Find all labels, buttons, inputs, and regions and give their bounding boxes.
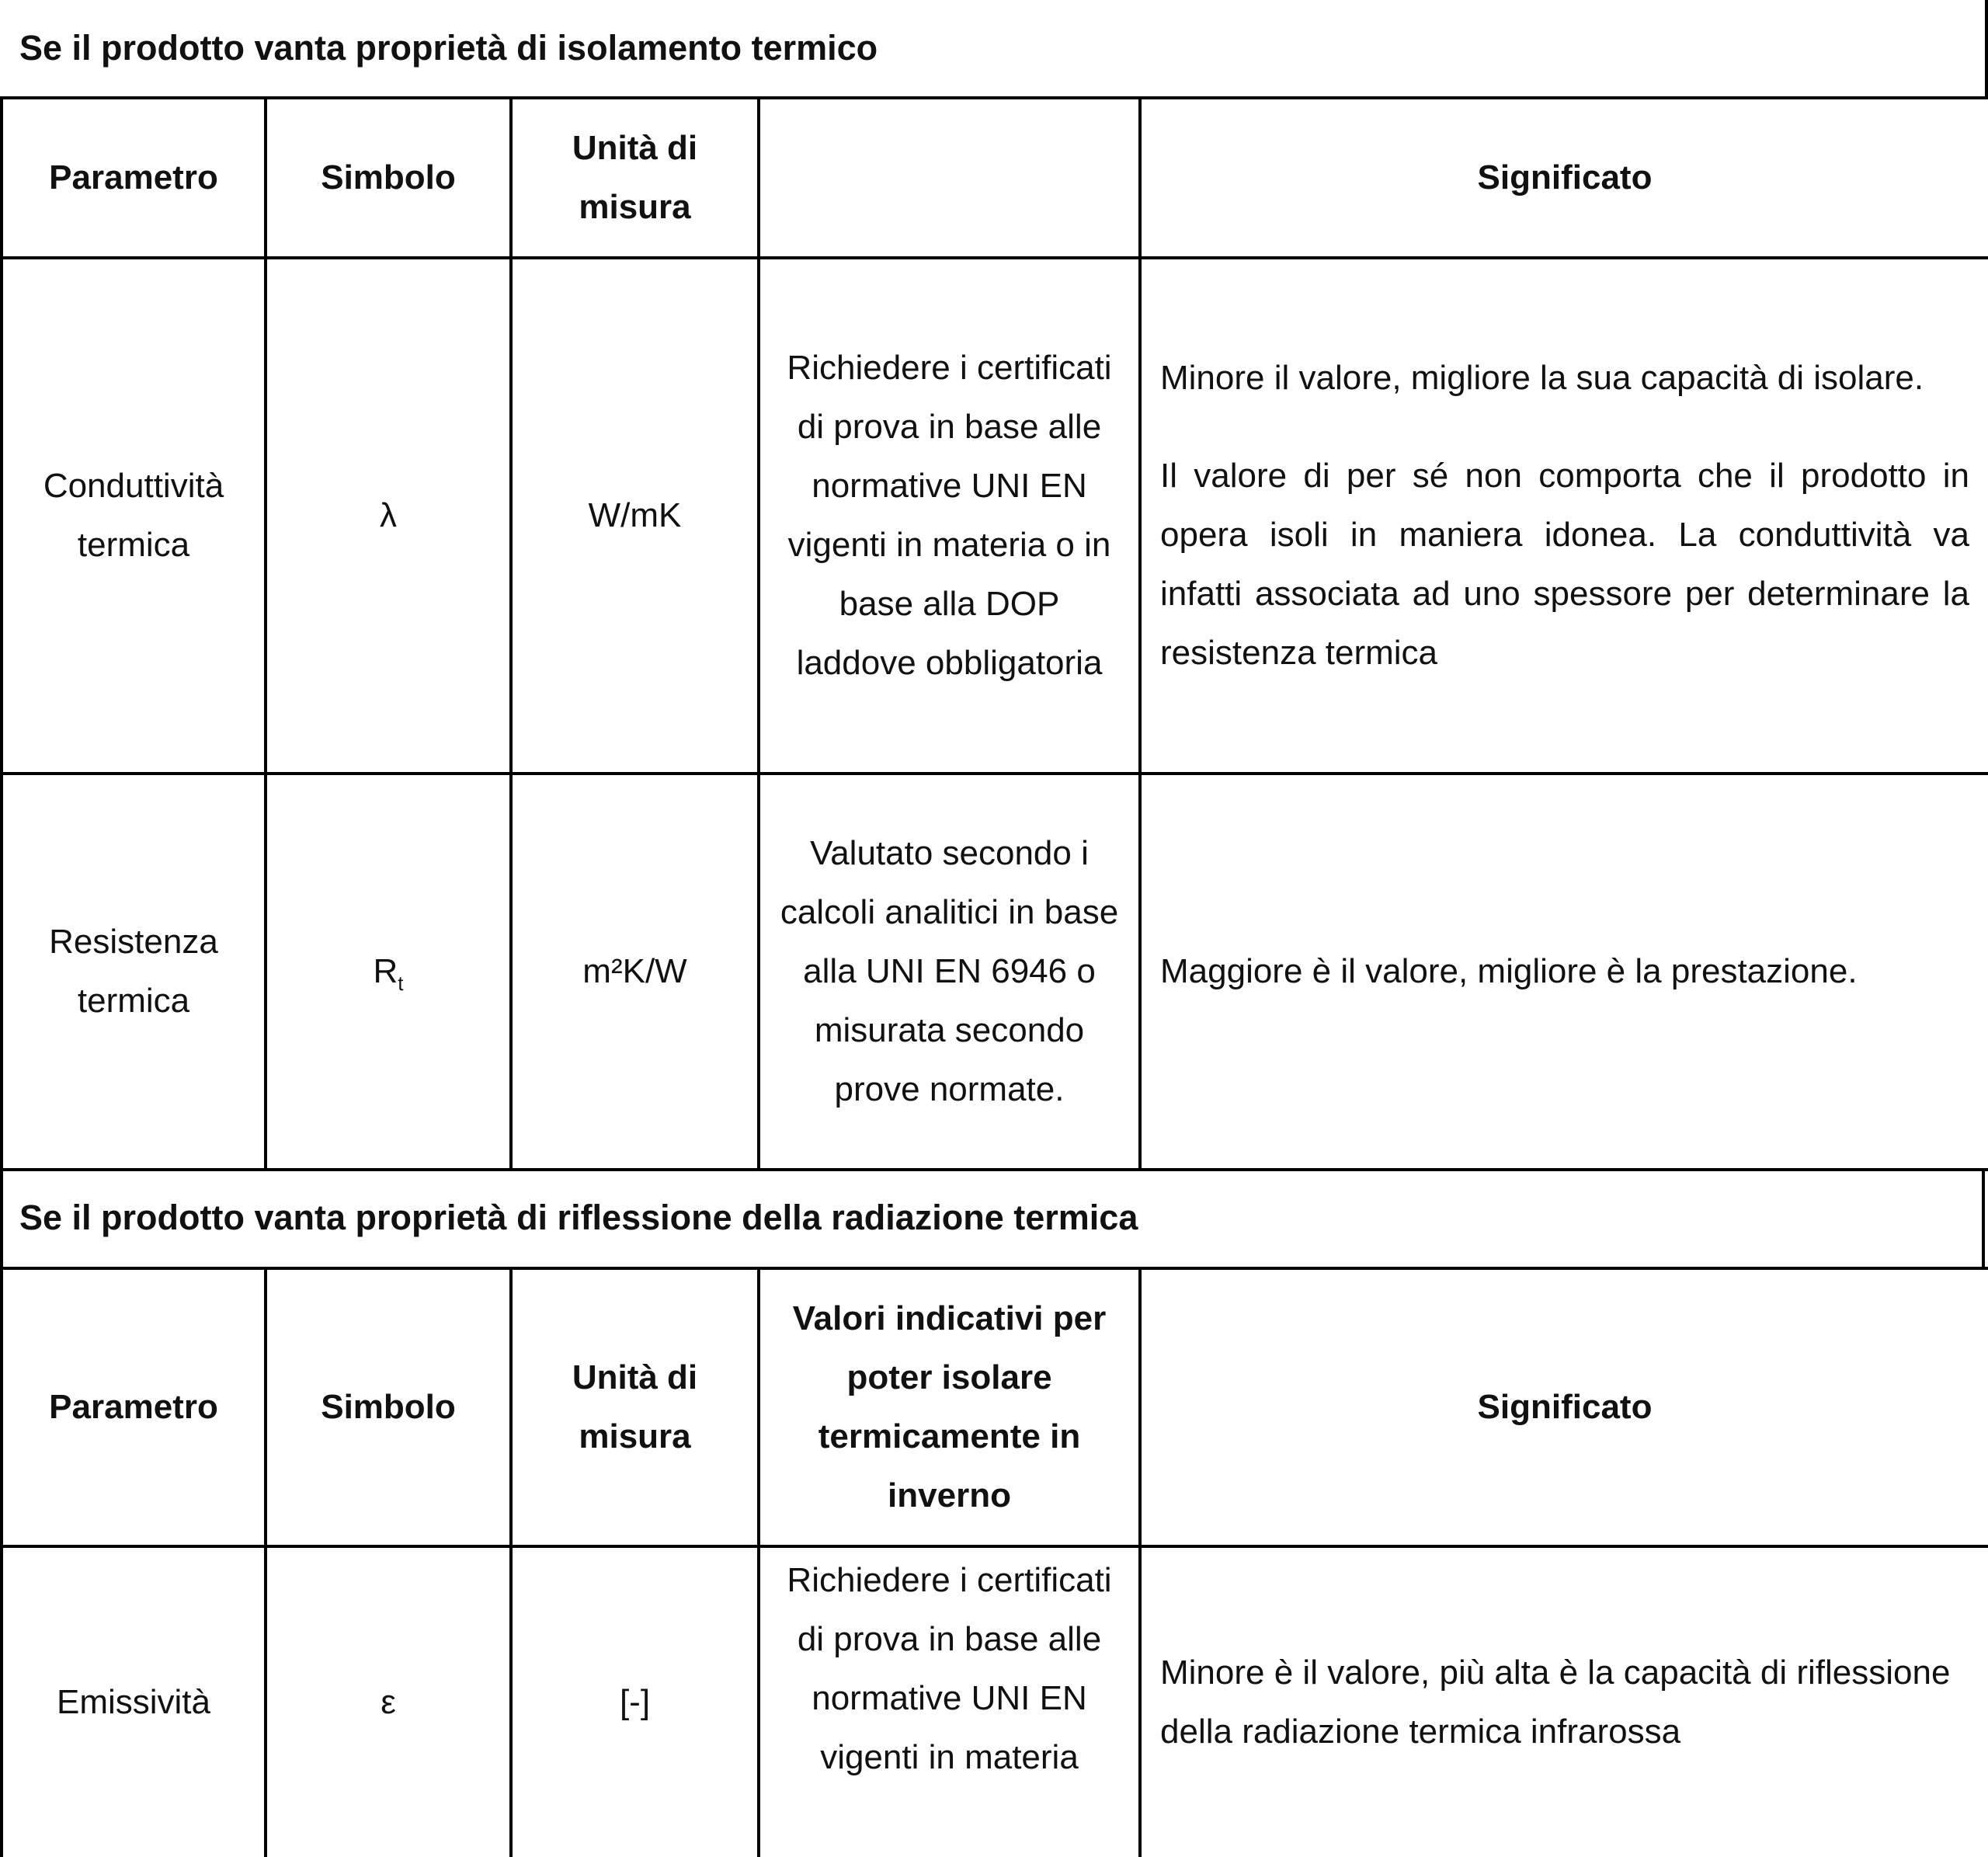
table-header-row [2, 98, 1988, 258]
header-significato: Significato [1140, 1268, 1988, 1546]
cell-simbolo [266, 774, 511, 1170]
cell-parametro: Emissività [2, 1546, 266, 1857]
cell-significato [1140, 1546, 1988, 1857]
header-unita-text: Unità di misura [572, 129, 698, 226]
table-isolamento-termico [0, 96, 1988, 1171]
header-valori-text: Valori indicativi per poter isolare termicamente in inverno [792, 1299, 1107, 1514]
cell-simbolo: λ [266, 258, 511, 774]
cell-unita: m²K/W [511, 774, 759, 1170]
header-unita [511, 1268, 759, 1546]
header-parametro: Parametro [2, 1268, 266, 1546]
valori-text: Valutato secondo i calcoli analitici in base alla UNI EN 6946 o misurata secondo prove normate. [780, 834, 1119, 1108]
cell-significato [1140, 258, 1988, 774]
cell-parametro [2, 258, 266, 774]
parametro-text: Conduttività termica [43, 467, 224, 564]
section-title-riflessione: Se il prodotto vanta proprietà di riflessione della radiazione termica [0, 1168, 1985, 1267]
header-valori [759, 98, 1140, 258]
valori-text: Richiedere i certificati di prova in base alle normative UNI EN vigenti in materia o in base alla DOP laddove obbligatoria [787, 349, 1112, 682]
cell-parametro [2, 774, 266, 1170]
header-unita-text: Unità di misura [572, 1358, 698, 1455]
header-unita [511, 98, 759, 258]
section-title-isolamento: Se il prodotto vanta proprietà di isolamento termico [19, 28, 878, 68]
cell-significato [1140, 774, 1988, 1170]
significato-paragraph: Minore il valore, migliore la sua capacità di isolare. [1160, 359, 1924, 397]
cell-valori [759, 1546, 1140, 1857]
table-row [2, 258, 1988, 774]
table-header-row [2, 1268, 1988, 1546]
header-simbolo: Simbolo [266, 98, 511, 258]
parametro-text: Resistenza termica [49, 923, 218, 1020]
cell-unita: [-] [511, 1546, 759, 1857]
table-row [2, 774, 1988, 1170]
cell-valori [759, 774, 1140, 1170]
cell-valori [759, 258, 1140, 774]
table-row [2, 1546, 1988, 1857]
cell-simbolo: ε [266, 1546, 511, 1857]
header-significato: Significato [1140, 98, 1988, 258]
valori-text: Richiedere i certificati di prova in base alle normative UNI EN vigenti in materia [787, 1561, 1112, 1776]
simbolo-subscript: t [398, 971, 404, 995]
significato-paragraph: Minore è il valore, più alta è la capacità di riflessione della radiazione termica infrarossa [1160, 1654, 1951, 1751]
frame-right-edge [1985, 0, 1988, 96]
header-simbolo: Simbolo [266, 1268, 511, 1546]
cell-unita: W/mK [511, 258, 759, 774]
table-riflessione-radiazione [0, 1267, 1988, 1857]
significato-paragraph: Il valore di per sé non comporta che il prodotto in opera isoli in maniera idonea. La conduttività va infatti associata ad uno spessore per determinare la resistenza termica [1160, 457, 1969, 672]
header-valori [759, 1268, 1140, 1546]
significato-paragraph: Maggiore è il valore, migliore è la prestazione. [1160, 952, 1858, 990]
header-parametro: Parametro [2, 98, 266, 258]
simbolo-text: R [373, 952, 398, 990]
